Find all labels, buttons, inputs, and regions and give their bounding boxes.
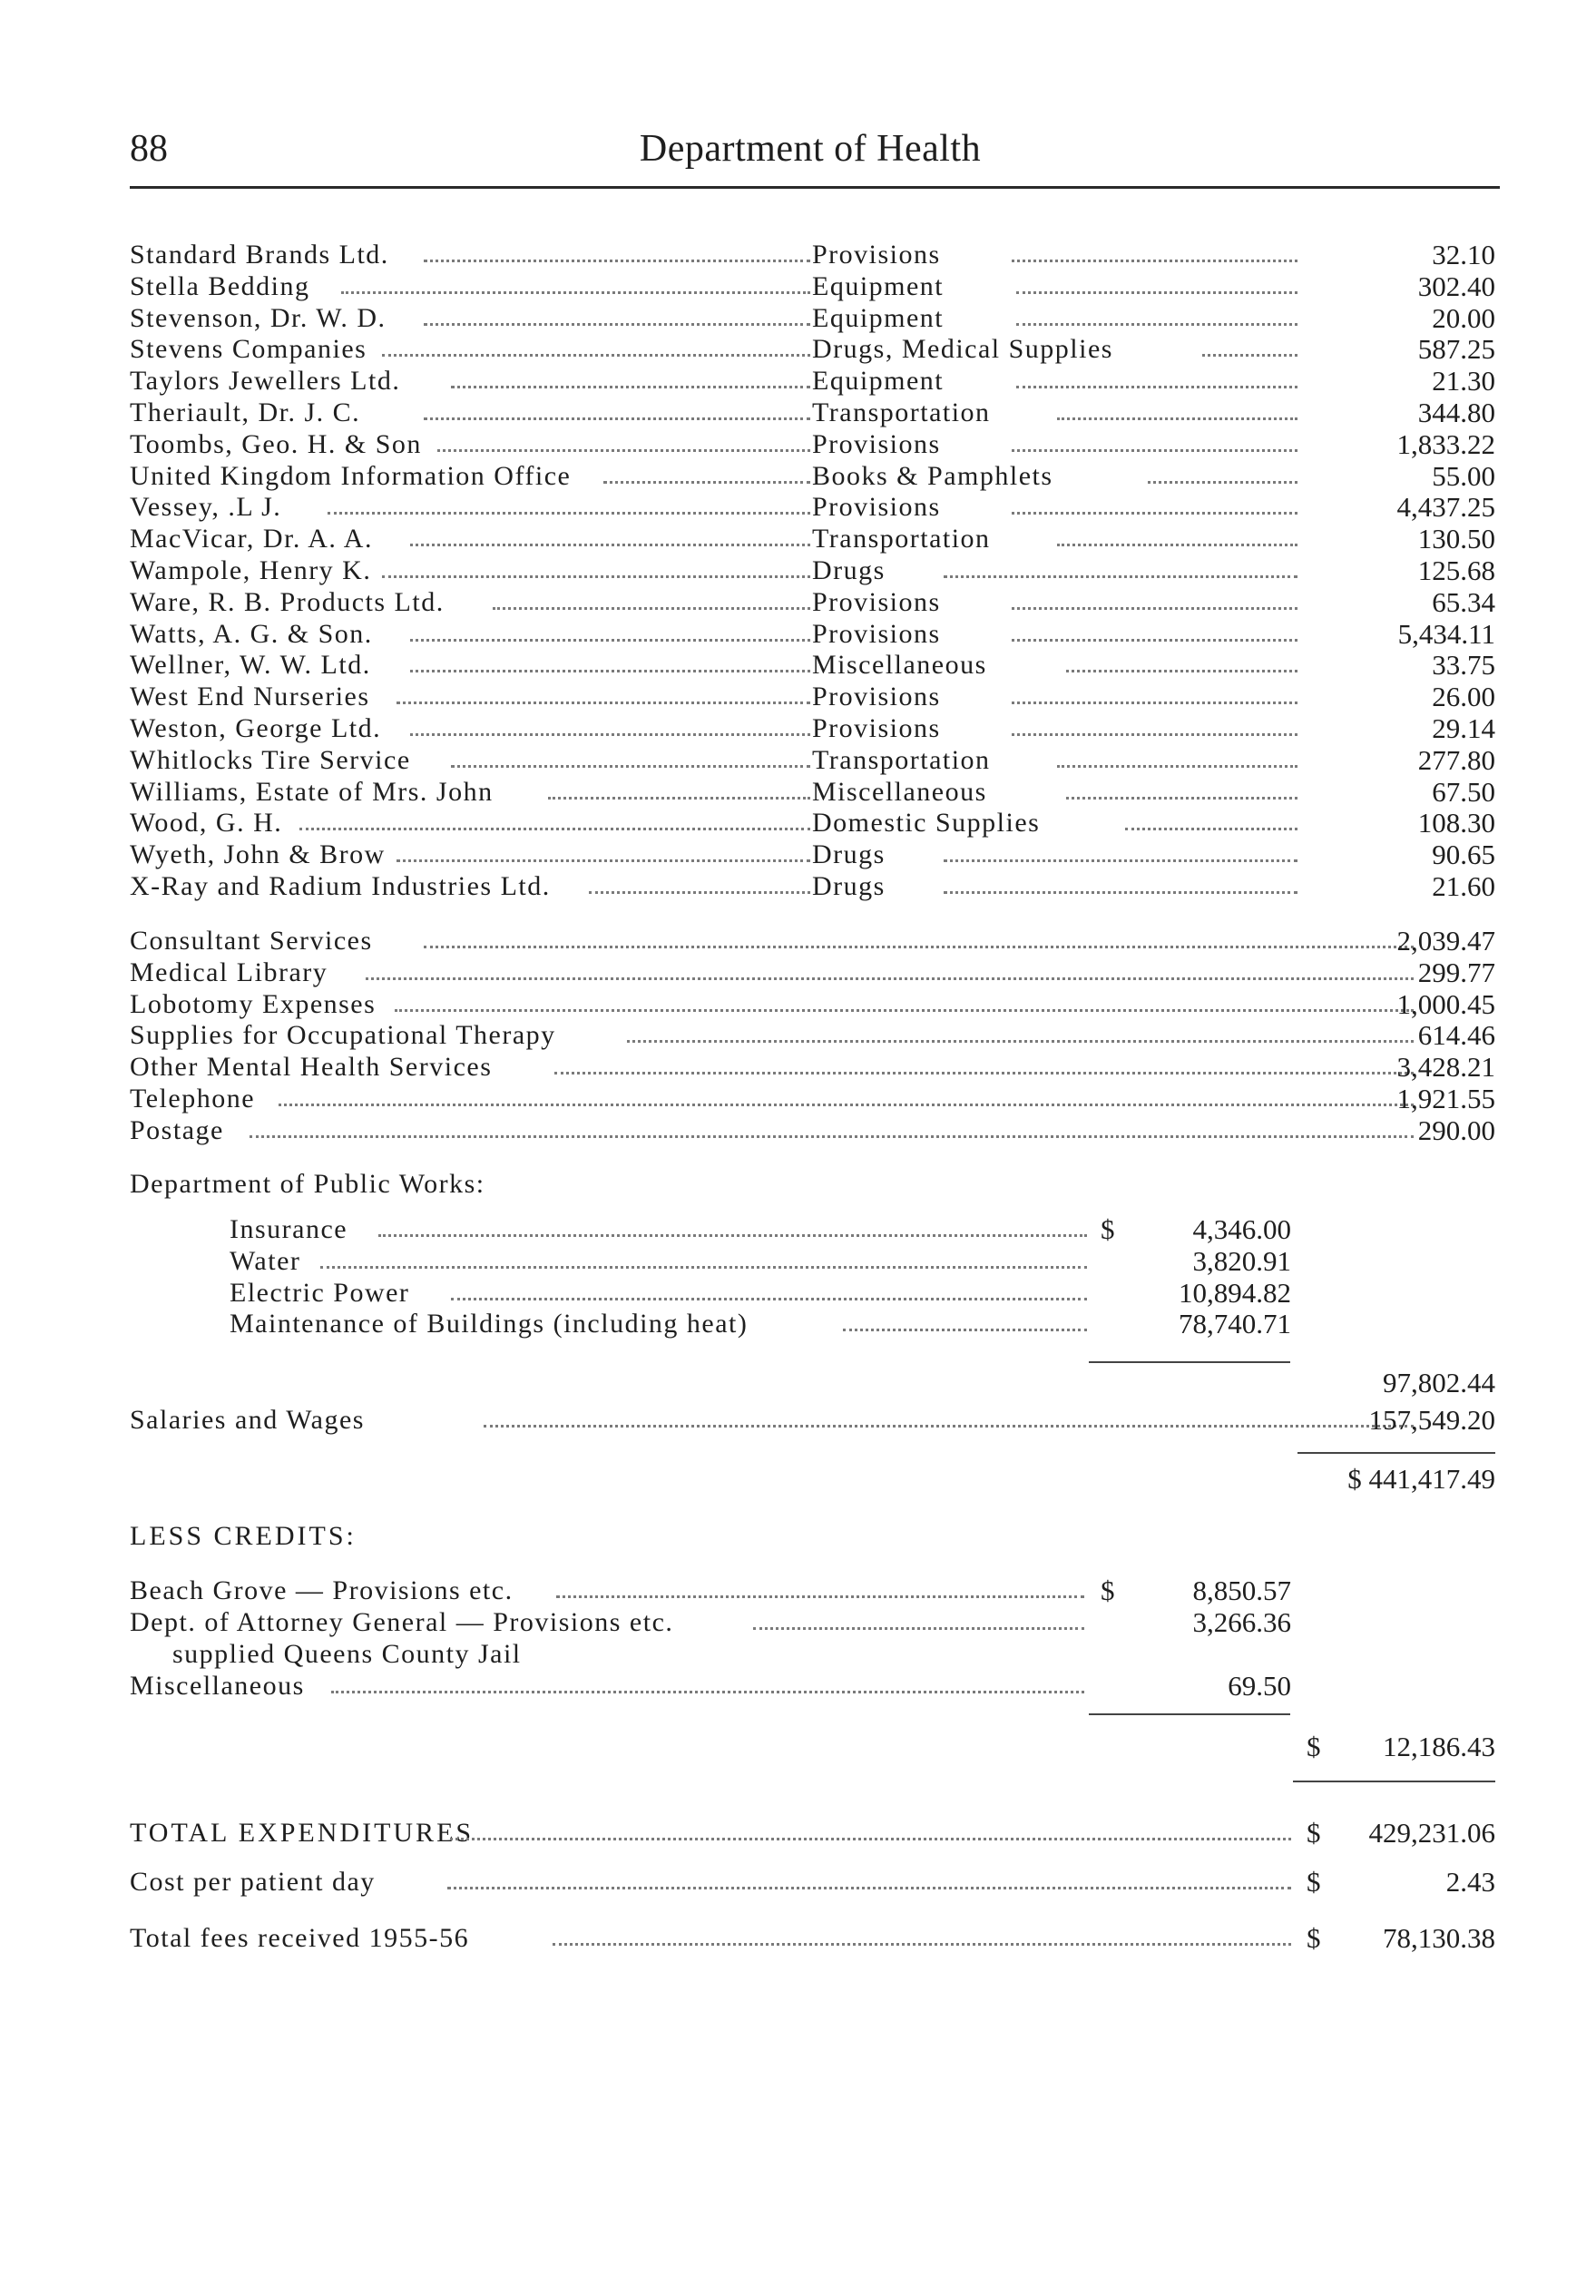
leader-dots xyxy=(1057,417,1297,420)
credit-label: Dept. of Attorney General — Provisions etc. xyxy=(130,1607,674,1637)
service-amount: 1,921.55 xyxy=(1396,1083,1495,1114)
leader-dots xyxy=(447,1887,1291,1889)
leader-dots xyxy=(450,1838,1291,1840)
vendor-row xyxy=(130,397,1495,428)
vendor-name: Wyeth, John & Brow xyxy=(130,839,386,870)
vendor-name: Weston, George Ltd. xyxy=(130,713,382,743)
public-works-amount: 78,740.71 xyxy=(1179,1308,1291,1340)
vendor-amount: 108.30 xyxy=(1417,807,1495,839)
leader-dots xyxy=(410,544,810,546)
public-works-label: Electric Power xyxy=(230,1277,410,1308)
leader-dots xyxy=(250,1135,1414,1138)
credit-amount: 69.50 xyxy=(1228,1670,1291,1702)
vendor-amount: 90.65 xyxy=(1432,839,1495,871)
leader-dots xyxy=(554,1072,1414,1074)
vendor-amount: 33.75 xyxy=(1432,649,1495,682)
vendor-name: Stevens Companies xyxy=(130,334,367,365)
public-works-subtotal: 97,802.44 xyxy=(1383,1367,1495,1398)
vendor-category: Provisions xyxy=(812,428,941,459)
leader-dots xyxy=(382,575,810,578)
credit-row xyxy=(172,1638,1291,1670)
credit-amount: 3,266.36 xyxy=(1192,1606,1291,1638)
vendor-name: Vessey, .L J. xyxy=(130,492,282,523)
leader-dots xyxy=(366,977,1414,980)
leader-dots xyxy=(1012,512,1297,515)
leader-dots xyxy=(1066,797,1297,800)
leader-dots xyxy=(484,1425,1414,1428)
vendor-row xyxy=(130,460,1495,492)
vendor-category: Drugs, Medical Supplies xyxy=(812,334,1113,365)
vendor-category: Provisions xyxy=(812,240,941,270)
leader-dots xyxy=(603,481,810,484)
service-label: Lobotomy Expenses xyxy=(130,988,377,1019)
vendor-row xyxy=(130,428,1495,460)
leader-dots xyxy=(451,386,810,388)
summary-label: Cost per patient day xyxy=(130,1867,376,1897)
public-works-label: Water xyxy=(230,1245,301,1276)
vendor-category: Transportation xyxy=(812,744,991,775)
public-works-dollar-sign: $ xyxy=(1101,1213,1115,1245)
credit-row xyxy=(130,1575,1291,1606)
vendor-row xyxy=(130,239,1495,270)
credit-label: Beach Grove — Provisions etc. xyxy=(130,1575,514,1605)
vendor-amount: 125.68 xyxy=(1417,554,1495,586)
leader-dots xyxy=(944,575,1297,578)
public-works-row xyxy=(230,1277,1291,1309)
leader-dots xyxy=(331,1691,1085,1693)
public-works-label: Insurance xyxy=(230,1214,348,1244)
vendor-category: Transportation xyxy=(812,524,991,554)
vendor-name: Stella Bedding xyxy=(130,270,310,301)
leader-dots xyxy=(451,765,810,768)
less-credits-total: 12,186.43 xyxy=(1383,1731,1495,1762)
vendor-name: MacVicar, Dr. A. A. xyxy=(130,524,373,554)
leader-dots xyxy=(1057,765,1297,768)
vendor-row xyxy=(130,681,1495,712)
leader-dots xyxy=(1012,702,1297,704)
leader-dots xyxy=(424,260,810,262)
vendor-category: Provisions xyxy=(812,586,941,617)
vendor-amount: 20.00 xyxy=(1432,301,1495,334)
vendor-name: Theriault, Dr. J. C. xyxy=(130,397,361,427)
salaries-row xyxy=(130,1404,1495,1436)
leader-dots xyxy=(320,1266,1087,1269)
vendor-row xyxy=(130,744,1495,776)
leader-dots xyxy=(1016,291,1297,294)
less-credits-dollar-sign: $ xyxy=(1101,1575,1115,1606)
vendor-amount: 302.40 xyxy=(1417,270,1495,302)
page-title: Department of Health xyxy=(639,128,982,170)
vendor-row xyxy=(130,807,1495,839)
service-label: Medical Library xyxy=(130,957,328,987)
public-works-amount: 3,820.91 xyxy=(1192,1244,1291,1277)
vendor-name: Stevenson, Dr. W. D. xyxy=(130,302,387,333)
vendor-amount: 67.50 xyxy=(1432,775,1495,808)
vendor-name: United Kingdom Information Office xyxy=(130,460,572,491)
leader-dots xyxy=(1012,733,1297,736)
credit-label: Miscellaneous xyxy=(130,1671,305,1701)
vendor-row xyxy=(130,365,1495,397)
leader-dots xyxy=(548,797,810,800)
leader-dots xyxy=(1016,323,1297,326)
public-works-label: Maintenance of Buildings (including heat) xyxy=(230,1309,749,1339)
header-rule xyxy=(130,186,1500,189)
service-row xyxy=(130,957,1495,988)
public-works-subtotal-rule xyxy=(1089,1361,1290,1363)
leader-dots xyxy=(397,702,810,704)
vendor-row xyxy=(130,839,1495,870)
leader-dots xyxy=(553,1943,1292,1946)
leader-dots xyxy=(410,639,810,642)
vendor-row xyxy=(130,333,1495,365)
public-works-amount: 4,346.00 xyxy=(1192,1213,1291,1245)
leader-dots xyxy=(843,1329,1087,1331)
leader-dots xyxy=(328,512,810,515)
summary-row xyxy=(130,1866,1495,1898)
leader-dots xyxy=(341,291,810,294)
gross-total: $ 441,417.49 xyxy=(1347,1463,1495,1495)
vendor-amount: 5,434.11 xyxy=(1397,617,1495,650)
vendor-row xyxy=(130,523,1495,554)
vendor-amount: 21.60 xyxy=(1432,870,1495,902)
vendor-amount: 277.80 xyxy=(1417,743,1495,776)
vendor-row xyxy=(130,649,1495,681)
service-label: Other Mental Health Services xyxy=(130,1052,493,1083)
vendor-category: Equipment xyxy=(812,366,945,397)
vendor-name: Taylors Jewellers Ltd. xyxy=(130,366,401,397)
leader-dots xyxy=(1016,386,1297,388)
leader-dots xyxy=(1148,481,1297,484)
vendor-category: Books & Pamphlets xyxy=(812,460,1053,491)
leader-dots xyxy=(1057,544,1297,546)
leader-dots xyxy=(627,1040,1414,1043)
public-works-row xyxy=(230,1308,1291,1339)
service-amount: 1,000.45 xyxy=(1396,987,1495,1020)
vendor-amount: 21.30 xyxy=(1432,365,1495,397)
leader-dots xyxy=(1012,449,1297,452)
page-number: 88 xyxy=(130,128,168,170)
public-works-heading: Department of Public Works: xyxy=(130,1169,485,1199)
credit-label: supplied Queens County Jail xyxy=(172,1639,522,1669)
page-header xyxy=(130,127,1500,182)
vendor-category: Drugs xyxy=(812,871,886,901)
vendor-category: Miscellaneous xyxy=(812,650,987,681)
summary-dollar: $ xyxy=(1307,1866,1321,1898)
service-amount: 614.46 xyxy=(1417,1019,1495,1052)
vendor-name: Ware, R. B. Products Ltd. xyxy=(130,586,445,617)
leader-dots xyxy=(1012,639,1297,642)
vendor-name: Standard Brands Ltd. xyxy=(130,240,389,270)
vendor-name: Wampole, Henry K. xyxy=(130,555,372,585)
vendor-category: Provisions xyxy=(812,618,941,649)
less-credits-heading: LESS CREDITS: xyxy=(130,1521,357,1551)
service-label: Consultant Services xyxy=(130,926,373,956)
vendor-amount: 55.00 xyxy=(1432,459,1495,492)
vendor-amount: 26.00 xyxy=(1432,681,1495,713)
leader-dots xyxy=(279,1104,1414,1106)
leader-dots xyxy=(1202,354,1297,357)
vendor-row xyxy=(130,270,1495,302)
vendor-category: Domestic Supplies xyxy=(812,808,1041,839)
leader-dots xyxy=(395,1009,1414,1012)
service-label: Postage xyxy=(130,1114,224,1145)
vendor-category: Transportation xyxy=(812,397,991,427)
vendor-category: Provisions xyxy=(812,713,941,743)
vendor-row xyxy=(130,618,1495,650)
public-works-row xyxy=(230,1213,1291,1245)
vendor-row xyxy=(130,870,1495,902)
vendor-category: Drugs xyxy=(812,839,886,870)
summary-amount: 78,130.38 xyxy=(1383,1922,1495,1954)
leader-dots xyxy=(753,1627,1085,1630)
vendor-name: Wood, G. H. xyxy=(130,808,283,839)
vendor-name: X-Ray and Radium Industries Ltd. xyxy=(130,871,551,901)
vendor-amount: 587.25 xyxy=(1417,333,1495,366)
service-row xyxy=(130,1083,1495,1114)
service-row xyxy=(130,988,1495,1020)
leader-dots xyxy=(424,417,810,420)
vendor-name: Williams, Estate of Mrs. John xyxy=(130,776,494,807)
vendor-amount: 65.34 xyxy=(1432,585,1495,618)
vendor-category: Drugs xyxy=(812,555,886,585)
vendor-row xyxy=(130,712,1495,744)
vendor-amount: 1,833.22 xyxy=(1396,427,1495,460)
credit-row xyxy=(130,1606,1291,1638)
vendor-row xyxy=(130,491,1495,523)
summary-row xyxy=(130,1817,1495,1849)
total-expenditures-rule xyxy=(1293,1781,1495,1782)
less-credits-total-rule xyxy=(1089,1713,1290,1715)
leader-dots xyxy=(1012,260,1297,262)
leader-dots xyxy=(378,1234,1087,1237)
vendor-row xyxy=(130,554,1495,586)
leader-dots xyxy=(556,1595,1085,1598)
salaries-label: Salaries and Wages xyxy=(130,1405,365,1435)
vendor-amount: 344.80 xyxy=(1417,397,1495,428)
summary-dollar: $ xyxy=(1307,1817,1321,1849)
service-amount: 2,039.47 xyxy=(1396,925,1495,957)
vendor-row xyxy=(130,586,1495,618)
leader-dots xyxy=(944,859,1297,862)
service-row xyxy=(130,925,1495,957)
service-amount: 299.77 xyxy=(1417,956,1495,988)
summary-amount: 2.43 xyxy=(1445,1866,1495,1898)
leader-dots xyxy=(299,828,810,830)
leader-dots xyxy=(410,733,810,736)
vendor-amount: 29.14 xyxy=(1432,712,1495,744)
service-row xyxy=(130,1019,1495,1051)
gross-total-rule xyxy=(1297,1452,1495,1454)
vendor-name: Watts, A. G. & Son. xyxy=(130,618,373,649)
vendor-name: Whitlocks Tire Service xyxy=(130,744,411,775)
summary-amount: 429,231.06 xyxy=(1368,1817,1495,1849)
public-works-amount: 10,894.82 xyxy=(1179,1276,1291,1309)
summary-label: TOTAL EXPENDITURES xyxy=(130,1818,475,1848)
vendor-name: Wellner, W. W. Ltd. xyxy=(130,650,371,681)
vendor-amount: 4,437.25 xyxy=(1396,491,1495,524)
summary-row xyxy=(130,1922,1495,1954)
service-amount: 3,428.21 xyxy=(1396,1051,1495,1084)
service-label: Telephone xyxy=(130,1084,256,1114)
vendor-name: West End Nurseries xyxy=(130,682,370,712)
service-row xyxy=(130,1114,1495,1146)
leader-dots xyxy=(451,1298,1087,1300)
vendor-category: Equipment xyxy=(812,270,945,301)
vendor-category: Provisions xyxy=(812,492,941,523)
vendor-category: Miscellaneous xyxy=(812,776,987,807)
leader-dots xyxy=(424,946,1414,948)
leader-dots xyxy=(437,449,810,452)
service-row xyxy=(130,1051,1495,1083)
leader-dots xyxy=(589,891,810,894)
service-amount: 290.00 xyxy=(1417,1114,1495,1146)
summary-label: Total fees received 1955-56 xyxy=(130,1923,470,1953)
salaries-amount: 157,549.20 xyxy=(1368,1404,1495,1436)
vendor-row xyxy=(130,776,1495,808)
leader-dots xyxy=(1066,670,1297,672)
leader-dots xyxy=(944,891,1297,894)
leader-dots xyxy=(493,607,810,610)
public-works-row xyxy=(230,1245,1291,1277)
vendor-category: Provisions xyxy=(812,682,941,712)
summary-dollar: $ xyxy=(1307,1922,1321,1954)
vendor-row xyxy=(130,302,1495,334)
leader-dots xyxy=(397,859,810,862)
leader-dots xyxy=(1012,607,1297,610)
vendor-category: Equipment xyxy=(812,302,945,333)
vendor-amount: 32.10 xyxy=(1432,239,1495,270)
credit-row xyxy=(130,1670,1291,1702)
vendor-amount: 130.50 xyxy=(1417,523,1495,555)
service-label: Supplies for Occupational Therapy xyxy=(130,1020,556,1051)
leader-dots xyxy=(1125,828,1297,830)
leader-dots xyxy=(424,323,810,326)
less-credits-total-dollar: $ xyxy=(1307,1731,1321,1762)
vendor-name: Toombs, Geo. H. & Son xyxy=(130,428,422,459)
leader-dots xyxy=(382,354,810,357)
leader-dots xyxy=(410,670,810,672)
credit-amount: 8,850.57 xyxy=(1192,1575,1291,1606)
